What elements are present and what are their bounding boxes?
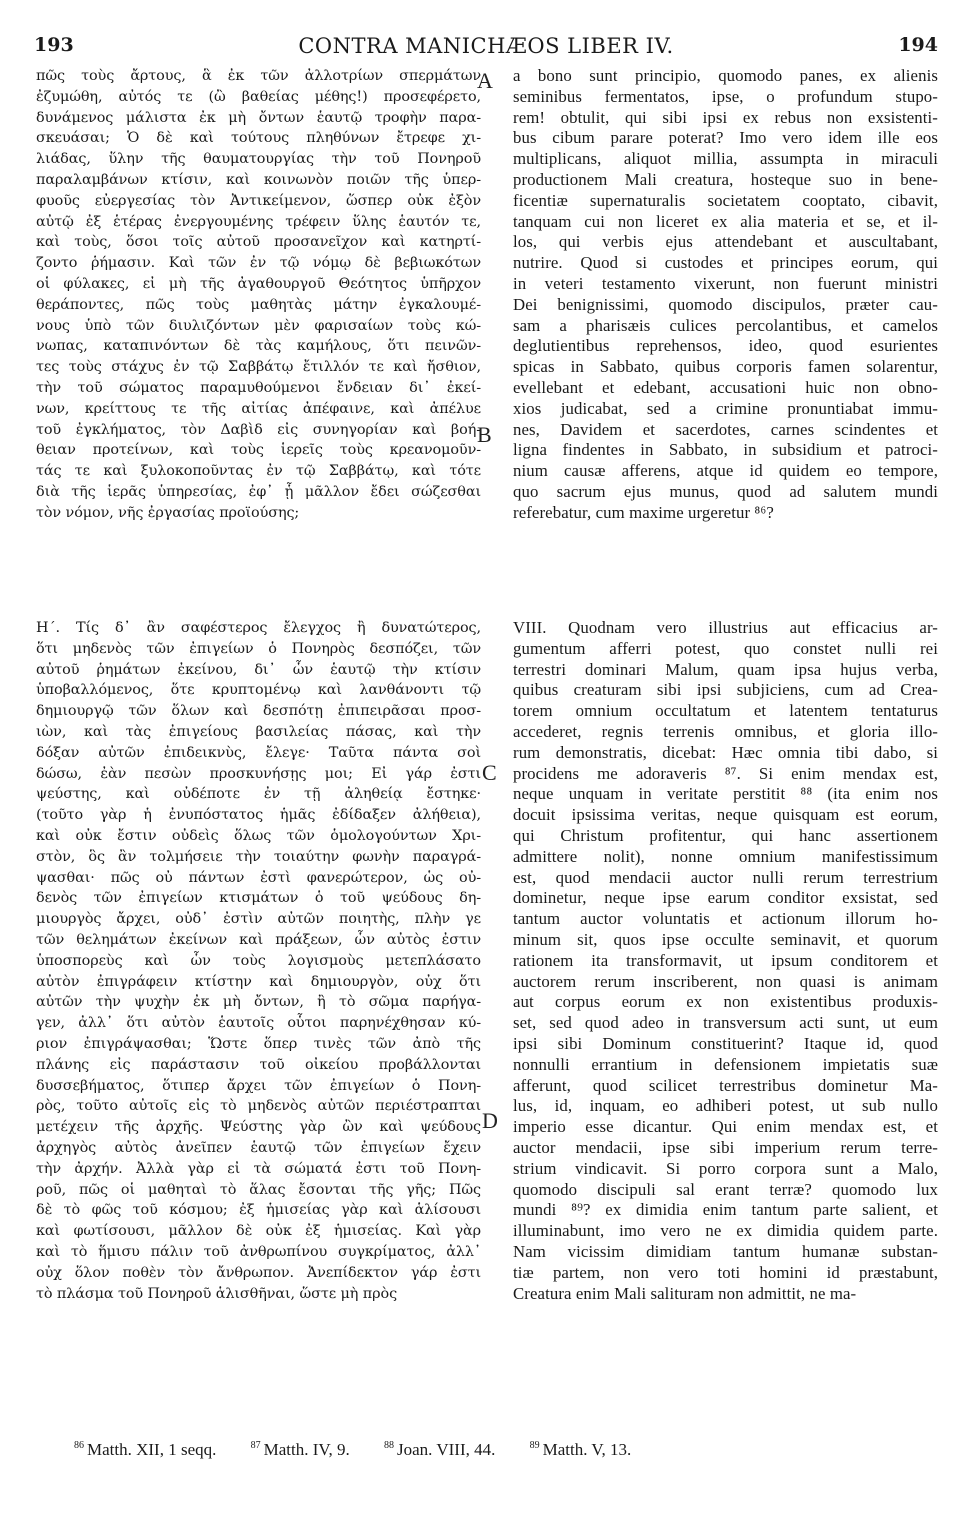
margin-letter-c: C	[482, 760, 497, 785]
text-line: τοῦ ἐγκλήματος, τὸν Δαβὶδ εἰς συνηγορίαν καὶ βοή-	[36, 421, 481, 438]
text-line: seminibus fermentatos, ipse, o profundum stupo-	[513, 86, 938, 106]
text-line: qui Christum profitentur, qui hanc assertionem	[513, 825, 938, 845]
text-line: λιάδας, ὕλην τῆς θαυματουργίας τὴν τοῦ Πονηροῦ	[36, 151, 481, 168]
text-line: auctorem rerum inscriberent, non quasi is animam	[513, 971, 938, 991]
text-line: παραλαμβάνων κτίσιν, καὶ κοινωνὸν ποιῶν τῆς ὑπερ-	[36, 171, 481, 188]
text-line: τῶν θελημάτων ἐκείνων καὶ πράξεων, ὧν αὐτὸς ἐστιν	[36, 931, 481, 948]
greek-column-top	[36, 66, 481, 524]
text-line: ζοντο ῥήμασιν. Καὶ τῶν ἐν τῷ νόμῳ δὲ βεβιωκότων	[36, 255, 481, 272]
text-line: στὸν, ὃς ἂν τολμήσειε τὴν τοιαύτην φωνὴν παραγρά-	[36, 848, 481, 865]
text-line: set, sed quod adeo in transversum acti sunt, ut eum	[513, 1013, 938, 1033]
text-line: δυνάμενος μάλιστα ἐκ μὴ ὄντων ἑαυτῷ τροφὴν παρα-	[36, 109, 481, 126]
text-line: ψασθαι· πῶς οὐ πάντων ἐστὶ φανερώτερον, ὡς οὐ-	[36, 869, 481, 886]
text-line: auctor mendacii, ipse sibi imperium rerum terre-	[513, 1137, 938, 1157]
latin-column-bottom	[513, 618, 938, 1304]
text-line: τὴν τοῦ σώματος παραμυθούμενοι ἔνδειαν δι᾽ ἐκεί-	[36, 379, 481, 396]
text-line: πῶς τοὺς ἄρτους, ἃ ἐκ τῶν ἀλλοτρίων σπερμάτων	[36, 68, 481, 84]
text-line: ipsi sibi Dominum constituerint? Itaque id, quod	[513, 1033, 938, 1053]
text-line: καὶ τὸ ἥμισυ πάλιν τοῦ ἀνθρωπίνου συγκρίματος, ἀλλ᾽	[36, 1243, 481, 1260]
text-line: lus, id, inquam, eo adhiberi potest, ut sub nullo	[513, 1096, 938, 1116]
text-line: τὸ πλάσμα τοῦ Πονηροῦ ἁλισθῆναι, ὥστε μὴ πρὸς	[36, 1285, 398, 1302]
text-line: τὴν ἀρχήν. Ἀλλὰ γὰρ εἰ τὰ σώματά ἐστι τοῦ Πονη-	[36, 1160, 481, 1177]
text-line: ὑποβαλλόμενος, ὅτε κρυπτομένῳ καὶ λανθάνοντι τῷ	[36, 682, 481, 699]
text-line: Creatura enim Mali salituram non admittit, ne ma-	[513, 1283, 857, 1303]
text-line: ligna findentes in Sabbato, in subsidium et patroci-	[513, 440, 938, 460]
text-line: rationem ita transformavit, ut ipsum conditorem et	[513, 950, 938, 970]
text-line: νων, κρείττους τε τῆς αἰτίας ἀπέφαινε, καὶ ἀπέλυε	[36, 400, 481, 417]
text-line: quomodo discipuli sal erant terræ? quomodo lux	[513, 1179, 938, 1199]
text-line: deglutientibus reprehensos, ideo, quod esurientes	[513, 336, 938, 356]
text-line: ὑποσπορεὺς καὶ ὧν τοὺς λογισμοὺς μετεπλάσατο	[36, 952, 481, 969]
text-line: neque unquam in veritate perstitit ⁸⁸ (ita enim nos	[513, 784, 938, 804]
text-line: ροῦ, πῶς οἱ μαθηταὶ τὸ ἅλας ἔσονται τῆς γῆς; Πῶς	[36, 1181, 481, 1198]
margin-letter-a: A	[477, 68, 493, 93]
text-line: Η΄. Τίς δ᾽ ἂν σαφέστερος ἔλεγχος ἢ δυνατώτερος,	[36, 620, 481, 636]
text-line: καὶ τοὺς, ὅσοι τοῖς αὐτοῦ προσανεῖχον καὶ κατηρτί-	[36, 234, 481, 251]
text-line: minum sit, quos ipse occulte seminavit, et quorum	[513, 929, 938, 949]
text-line: los, qui verbis ejus attendebant et auscultabant,	[513, 232, 938, 252]
text-line: τάς τε καὶ ξυλοκοποῦντας ἐν τῷ Σαββάτῳ, καὶ τότε	[36, 463, 481, 480]
text-line: οἱ φύλακες, εἰ μὴ τῆς ἀγαθουργοῦ Θεότητος ὑπῆρχον	[36, 275, 481, 292]
text-line: αὐτῷ ἐξ ἑτέρας ἐνεργουμένης τρέφειν ὕλης ἑαυτόν τε,	[36, 213, 481, 230]
text-line: δυσσεβήματος, ὅτιπερ ἄρχει τῶν ἐπιγείων ὁ Πονη-	[36, 1077, 481, 1094]
text-line: ἀρχηγὸς αὐτὸς ἀνεῖπεν ἑαυτῷ τῶν ἐπιγείων ἔχειν	[36, 1139, 481, 1156]
text-line: productionem Mali creatura, hosteque suo in bene-	[513, 169, 938, 189]
text-line: VIII. Quodnam vero illustrius aut efficacius ar-	[513, 618, 938, 637]
margin-letter-b: B	[477, 422, 492, 447]
text-line: tanquam cui non liceret ex alia materia et se, et il-	[513, 211, 938, 231]
text-line: nes, Davidem et sacerdotes, carnes scindentes et	[513, 419, 938, 439]
text-line: nutrire. Quod si custodes et principes eorum, qui	[513, 253, 938, 273]
text-line: quo sacrum ejus munus, quod ad salutem mundi	[513, 481, 938, 501]
text-line: multiplicans, aliquot millia, assumpta in miraculi	[513, 149, 938, 169]
text-line: gumentum afferri potest, quo constet nulli rei	[513, 638, 938, 658]
text-line: ψεύστης, καὶ οὐδέποτε ἐν τῇ ἀληθείᾳ ἔστηκε·	[36, 786, 481, 803]
text-line: rum demonstratis, dicebat: Hæc omnia tibi dabo, si	[513, 742, 938, 762]
text-line: xios judicabat, sed a crimine pronuntiabat immu-	[513, 398, 938, 418]
text-line: sam a pharisæis culices percolantibus, et camelos	[513, 315, 938, 335]
text-line: ficentiæ supernaturalis societatem cooptato, cibavit,	[513, 190, 938, 210]
text-line: nonnulli errantium in defensionem impietatis suæ	[513, 1054, 938, 1074]
margin-letter-d: D	[482, 1108, 498, 1133]
text-line: γεν, ἀλλ᾽ ὅτι αὐτὸν ἑαυτοῖς οὗτοι παρηνέχθησαν κύ-	[36, 1015, 481, 1032]
text-line: referebatur, cum maxime urgeretur ⁸⁶?	[513, 502, 774, 522]
text-line: (τοῦτο γὰρ ἡ ἐνυπόστατος ἡμᾶς ἐδίδαξεν ἀλήθεια),	[36, 807, 481, 824]
running-title: CONTRA MANICHÆOS LIBER IV.	[298, 34, 674, 58]
text-line: procidens me adoraveris ⁸⁷. Si enim mendax est,	[513, 763, 938, 783]
text-line: θεράποντες, πῶς τοὺς μαθητὰς μάτην ἐγκαλουμέ-	[36, 296, 481, 313]
text-line: δημιουργῷ τῶν ὅλων καὶ δεσπότῃ ἐπιπειρᾶσαι προσ-	[36, 703, 481, 720]
text-line: ὅτι μηδενὸς τῶν ἐπιγείων ὁ Πονηρὸς δεσπόζει, τῶν	[36, 640, 481, 657]
text-line: rem! obtulit, qui sibi ipsi ex rebus non exsistenti-	[513, 107, 938, 127]
text-line: illuminabunt, imo vero ne ex dimidia quidem parte.	[513, 1221, 938, 1241]
text-line: mundi ⁸⁹? ex dimidia enim tantum parte salient, et	[513, 1200, 938, 1220]
text-line: Dei benignissimi, quomodo discipulos, præter cau-	[513, 294, 938, 314]
text-line: αὐτὸν ἐπιγράφειν κτίστην καὶ δημιουργὸν, οὐχ ὅτι	[36, 973, 481, 990]
text-line: terrestri dominari Malum, quam ipsa hujus verba,	[513, 659, 938, 679]
text-line: θειαν προτείνων, καὶ τοὺς ἱερεῖς τοὺς κρεανομοῦν-	[36, 442, 481, 459]
text-line: μιουργὸς ἄρχει, οὐδ᾽ ἐστὶν αὐτῶν ποιητὴς, πλὴν γε	[36, 911, 481, 928]
text-line: afferunt, quod scilicet terrestribus dominetur Ma-	[513, 1075, 938, 1095]
footnotes	[74, 1440, 894, 1460]
text-line: σκευάσαι; Ὁ δὲ καὶ τούτους πληθύνων ἔτρεφε χι-	[36, 130, 481, 147]
text-line: aut corpus eorum ex non existentibus produxis-	[513, 992, 938, 1012]
text-line: ρὸς, τοῦτο αὐτοῖς εἰς τὸ μηδενὸς αὐτῶν περιέστραπται	[36, 1098, 481, 1115]
text-line: φυοῦς εὐεργεσίας τὸν Ἀντικείμενον, ὥσπερ οὐκ ἐξὸν	[36, 192, 481, 209]
latin-column-top	[513, 66, 938, 524]
text-line: δενὸς τῶν ἐπιγείων κτισμάτων ὁ τοῦ ψεύδους δη-	[36, 890, 481, 907]
text-line: τες τοὺς στάχυς ἐν τῷ Σαββάτῳ ἔτιλλόν τε καὶ ἤσθιον,	[36, 359, 481, 376]
text-line: accederet, regnis terrenis omnibus, et gloria illo-	[513, 721, 938, 741]
footnote-88: $^{88}$ Joan. VIII, 44.	[383, 1440, 496, 1459]
page-number-left: 193	[34, 34, 74, 56]
text-line: Nam vicissim dimidiam tantum humanæ substan-	[513, 1241, 938, 1261]
text-line: τὸν νόμον, νῆς ἐργασίας προϊούσης;	[36, 504, 300, 521]
running-head	[34, 34, 938, 64]
text-line: a bono sunt principio, quomodo panes, ex alienis	[513, 66, 938, 85]
footnote-86: $^{86}$ Matth. XII, 1 seqq.	[74, 1440, 217, 1459]
text-line: dominetur, neque ipse earum conditor exsistat, sed	[513, 888, 938, 908]
text-line: καὶ οὐκ ἔστιν οὐδεὶς ὅλως τῶν ὁμολογούντων Χρι-	[36, 827, 481, 844]
text-line: evellebant et edebant, accusationi huic non obno-	[513, 377, 938, 397]
text-line: quibus creaturam sibi ipsi subjiciens, cum ad Crea-	[513, 680, 938, 700]
text-line: νους ὑπὸ τῶν διυλιζόντων μὲν φαρισαίων τοὺς κώ-	[36, 317, 481, 334]
text-line: αὐτοῦ ῥημάτων ἐκείνου, δι᾽ ὧν ἑαυτῷ τὴν κτίσιν	[36, 661, 481, 678]
footnote-87: $^{87}$ Matth. IV, 9.	[250, 1440, 350, 1459]
text-line: ιὼν, καὶ τὰς ἐπιγείους βασιλείας πάσας, καὶ τὴν	[36, 723, 481, 740]
text-line: δώσω, ἐὰν πεσὼν προσκυνήσῃς μοι; Εἰ γάρ ἐστι	[36, 765, 481, 782]
text-line: in veteri testamento vixerunt, non fuerunt ministri	[513, 273, 938, 293]
text-line: docuit ipsissima veritas, neque quisquam est eorum,	[513, 805, 938, 825]
text-line: torem omnium occultatum et latentem tentaturus	[513, 701, 938, 721]
text-line: tantum auctor voluntatis et actionum illorum ho-	[513, 909, 938, 929]
text-line: αὐτῶν τὴν ψυχὴν ἐκ μὴ ὄντων, ἢ τὸ σῶμα παρήγα-	[36, 994, 481, 1011]
footnote-89: $^{89}$ Matth. V, 13.	[529, 1440, 632, 1459]
text-line: νωπας, καταπινόντων δὲ τὰς καμήλους, ὅτι πεινῶν-	[36, 338, 481, 355]
text-line: καὶ φωτίσουσι, μᾶλλον δὲ οὐκ ἐξ ἡμισείας. Καὶ γὰρ	[36, 1223, 481, 1240]
text-line: admittere nolit), nonne omnium manifestissimum	[513, 846, 938, 866]
text-line: διὰ τῆς ἱερᾶς ὑπηρεσίας, ἐφ᾽ ᾗ μᾶλλον ἔδει σώζεσθαι	[36, 483, 481, 500]
text-line: est, quod mendacii auctor nulli rerum terrestrium	[513, 867, 938, 887]
page-number-right: 194	[898, 34, 938, 56]
text-line: οὐχ ὅλον ποθὲν τὸν ἄνθρωπον. Ἀνεπίδεκτον γάρ ἐστι	[36, 1264, 481, 1281]
text-line: spicas in Sabbato, quibus corporis famen solarentur,	[513, 357, 938, 377]
text-line: bus cibum parare poterat? Imo vero idem ille eos	[513, 128, 938, 148]
greek-column-bottom	[36, 618, 481, 1304]
text-line: ριον ἐπιγράψασθαι; Ὥστε ὅπερ τινὲς τῶν ἀπὸ τῆς	[36, 1035, 481, 1052]
text-line: δόξαν αὐτῶν ἐπιδεικνὺς, ἔλεγε· Ταῦτα πάντα σοὶ	[36, 744, 481, 761]
text-line: imperio esse dicantur. Qui enim mendax est, et	[513, 1117, 938, 1137]
text-line: nium causæ afferens, atque id quidem eo tempore,	[513, 461, 938, 481]
text-line: tiæ partem, non vero toti homini id præstabunt,	[513, 1262, 938, 1282]
text-line: strium vindicavit. Si porro corpora sunt a Malo,	[513, 1158, 938, 1178]
text-line: ἐζυμώθη, αὐτός τε (ὢ βαθείας μέθης!) προσεφέρετο,	[36, 88, 481, 105]
text-line: δὲ τὸ φῶς τοῦ κόσμου; ἐξ ἡμισείας γὰρ καὶ ἁλίσουσι	[36, 1202, 481, 1219]
text-line: πλάνης εἰς παράστασιν τοῦ οἰκείου προβάλλονται	[36, 1056, 481, 1073]
text-line: μετέχειν τῆς ἀρχῆς. Ψεύστης γὰρ ὢν καὶ ψεύδους	[36, 1119, 481, 1136]
